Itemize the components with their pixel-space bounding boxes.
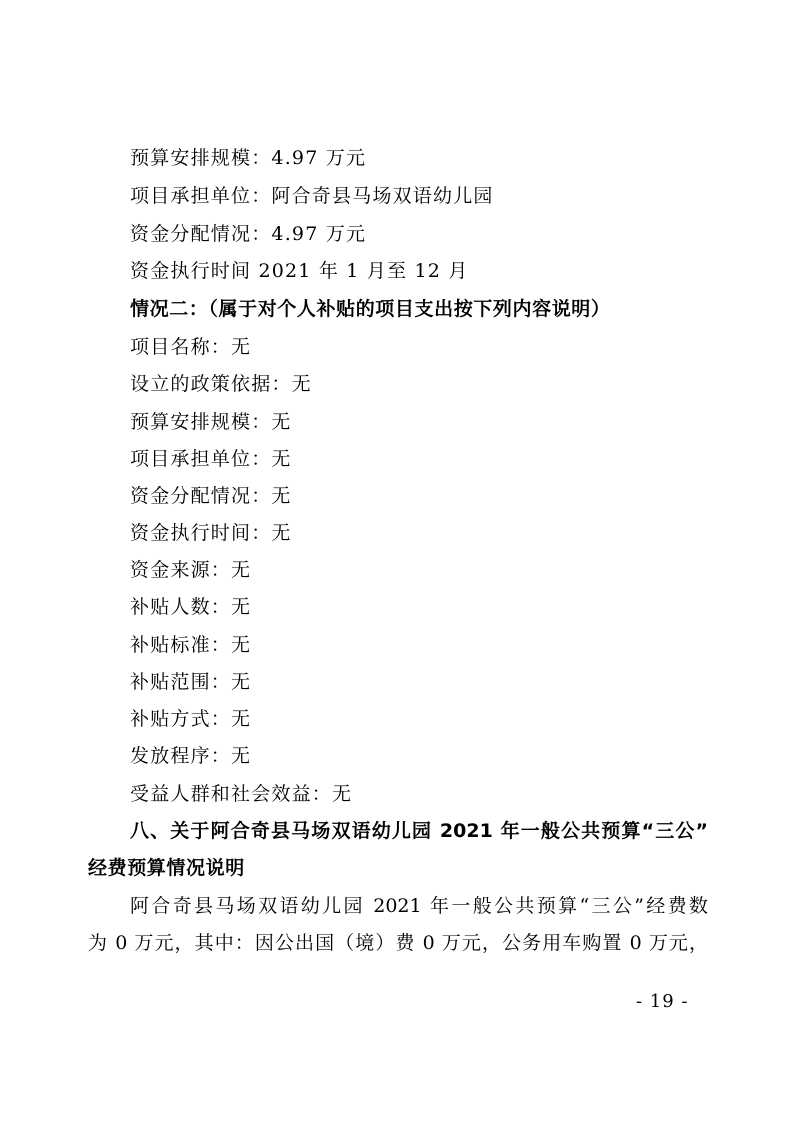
section-eight-heading-line2: 经费预算情况说明 [88,857,245,879]
policy-basis-item: 设立的政策依据：无 [130,373,312,395]
fund-execution-time-item: 资金执行时间：无 [130,522,292,544]
page-number: - 19 - [636,991,689,1012]
subsidy-method-item: 补贴方式：无 [130,708,252,730]
fund-allocation-line: 资金分配情况：4.97 万元 [130,223,367,245]
subsidy-count-item: 补贴人数：无 [130,596,252,618]
subsidy-standard-item: 补贴标准：无 [130,634,252,656]
section-two-heading: 情况二：（属于对个人补贴的项目支出按下列内容说明） [130,298,611,320]
paragraph-line1: 阿合奇县马场双语幼儿园 2021 年一般公共预算“三公”经费数 [130,895,708,917]
subsidy-scope-item: 补贴范围：无 [130,671,252,693]
beneficiaries-item: 受益人群和社会效益：无 [130,783,353,805]
fund-source-item: 资金来源：无 [130,559,252,581]
fund-execution-time-line: 资金执行时间 2021 年 1 月至 12 月 [130,260,469,282]
responsible-unit-item: 项目承担单位：无 [130,448,292,470]
budget-scale-item: 预算安排规模：无 [130,411,292,433]
project-name-item: 项目名称：无 [130,336,252,358]
fund-allocation-item: 资金分配情况：无 [130,485,292,507]
distribution-procedure-item: 发放程序：无 [130,745,252,767]
responsible-unit-line: 项目承担单位：阿合奇县马场双语幼儿园 [130,185,494,207]
budget-scale-line: 预算安排规模：4.97 万元 [130,147,367,169]
section-eight-heading-line1: 八、关于阿合奇县马场双语幼儿园 2021 年一般公共预算“三公” [130,820,708,842]
paragraph-line2: 为 0 万元，其中：因公出国（境）费 0 万元，公务用车购置 0 万元， [88,932,708,954]
